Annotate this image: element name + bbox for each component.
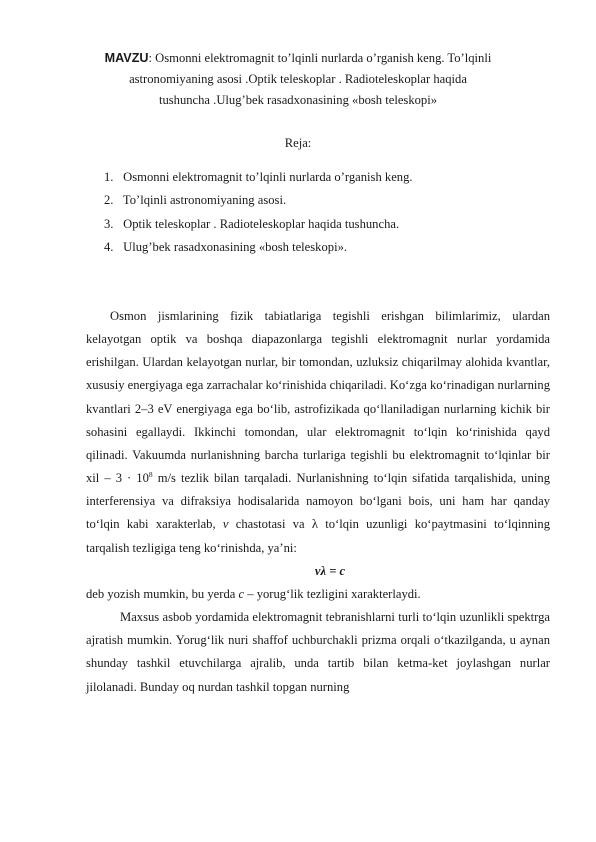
plan-item-text: To’lqinli astronomiyaning asosi. xyxy=(122,193,287,208)
exponent: 8 xyxy=(148,469,153,479)
body-text xyxy=(86,305,550,699)
plan-item-number: 3. xyxy=(104,216,114,231)
paragraph: Maxsus asbob yordamida elektromagnit tebranishlarni turli to‘lqin uzunlikli spektrga ajratish mumkin. Yorug‘lik nuri shaffof uchburchakli prizma orqali o‘tkazilganda, u aynan shunday tashkil etuvchilarga ajralib, unda tartib bilan ketma-ket joylashgan nurlar jilolanadi. Bunday oq nurdan tashkil topgan nurning xyxy=(86,610,550,694)
topic-title-line2: astronomiyaning asosi .Optik teleskoplar . Radioteleskoplar haqida xyxy=(129,72,467,86)
paragraph-text: Osmon jismlarining fizik tabiatlariga tegishli erishgan bilimlarimiz, ulardan kelayotgan optik va boshqa diapazonlarga tegishli elektromagnit nurlar yordamida erishilgan. Ulardan kelayotgan nurlar, bir tomondan, uzluksiz chiqarilmay alohida kvantlar, xususiy energiyaga ega zarrachalar ko‘rinishida chiqariladi. Ko‘zga ko‘rinadigan nurlarning kvantlari 2–3 eV energiyaga ega bo‘lib, astrofizikada qo‘llaniladigan nurlarning kichik bir sohasini egallaydi. Ikkinchi tomondan, ular elektromagnit to‘lqin ko‘rinishida qayd qilinadi. Vakuumda nurlanishning barcha turlariga tegishli bu elektromagnit to‘lqinlar bir xil – 3 · 10 xyxy=(86,309,550,486)
plan-heading: Reja: xyxy=(284,136,312,150)
plan-item xyxy=(104,189,544,212)
paragraph xyxy=(86,305,550,560)
light-speed-symbol: c xyxy=(238,586,245,601)
plan-item-number: 4. xyxy=(104,240,114,255)
plan-item-number: 2. xyxy=(104,193,114,208)
topic-title xyxy=(82,48,514,111)
paragraph-text: – yorug‘lik tezligini xarakterlaydi. xyxy=(244,586,421,601)
plan-item-text: Osmonni elektromagnit to’lqinli nurlarda o’rganish keng. xyxy=(123,170,413,184)
plan-item xyxy=(104,236,544,259)
plan-item-text: Ulug’bek rasadxonasining «bosh teleskopi». xyxy=(123,240,348,255)
plan-item-number: 1. xyxy=(104,170,114,184)
plan-item-text: Optik teleskoplar . Radioteleskoplar haqida tushuncha. xyxy=(123,216,400,231)
paragraph-text: m/s tezlik bilan tarqaladi. Nurlanishning to‘lqin sifatida tarqalishida, uning interferensiya va difraksiya hodisalarida namoyon bo‘lgani bois, uni ham har qanday to‘lqin kabi xarakterlab, xyxy=(86,471,550,532)
paragraph-text: chastotasi va λ to‘lqin uzunligi ko‘paytmasini to‘lqinning tarqalish tezligiga teng ko‘rinishda, ya’ni: xyxy=(86,517,551,555)
frequency-symbol: v xyxy=(222,517,229,532)
topic-title-line1: : Osmonni elektromagnit to’lqinli nurlarda o’rganish keng. To’lqinli xyxy=(148,51,492,65)
formula: vλ = c xyxy=(314,563,346,578)
topic-label: MAVZU xyxy=(104,51,149,65)
topic-title-line3: tushuncha .Ulug’bek rasadxonasining «bosh teleskopi» xyxy=(158,93,438,107)
plan-list xyxy=(104,166,544,260)
paragraph xyxy=(86,583,550,606)
plan-item xyxy=(104,166,544,189)
plan-item xyxy=(104,213,544,236)
paragraph-text: deb yozish mumkin, bu yerda xyxy=(86,586,239,601)
